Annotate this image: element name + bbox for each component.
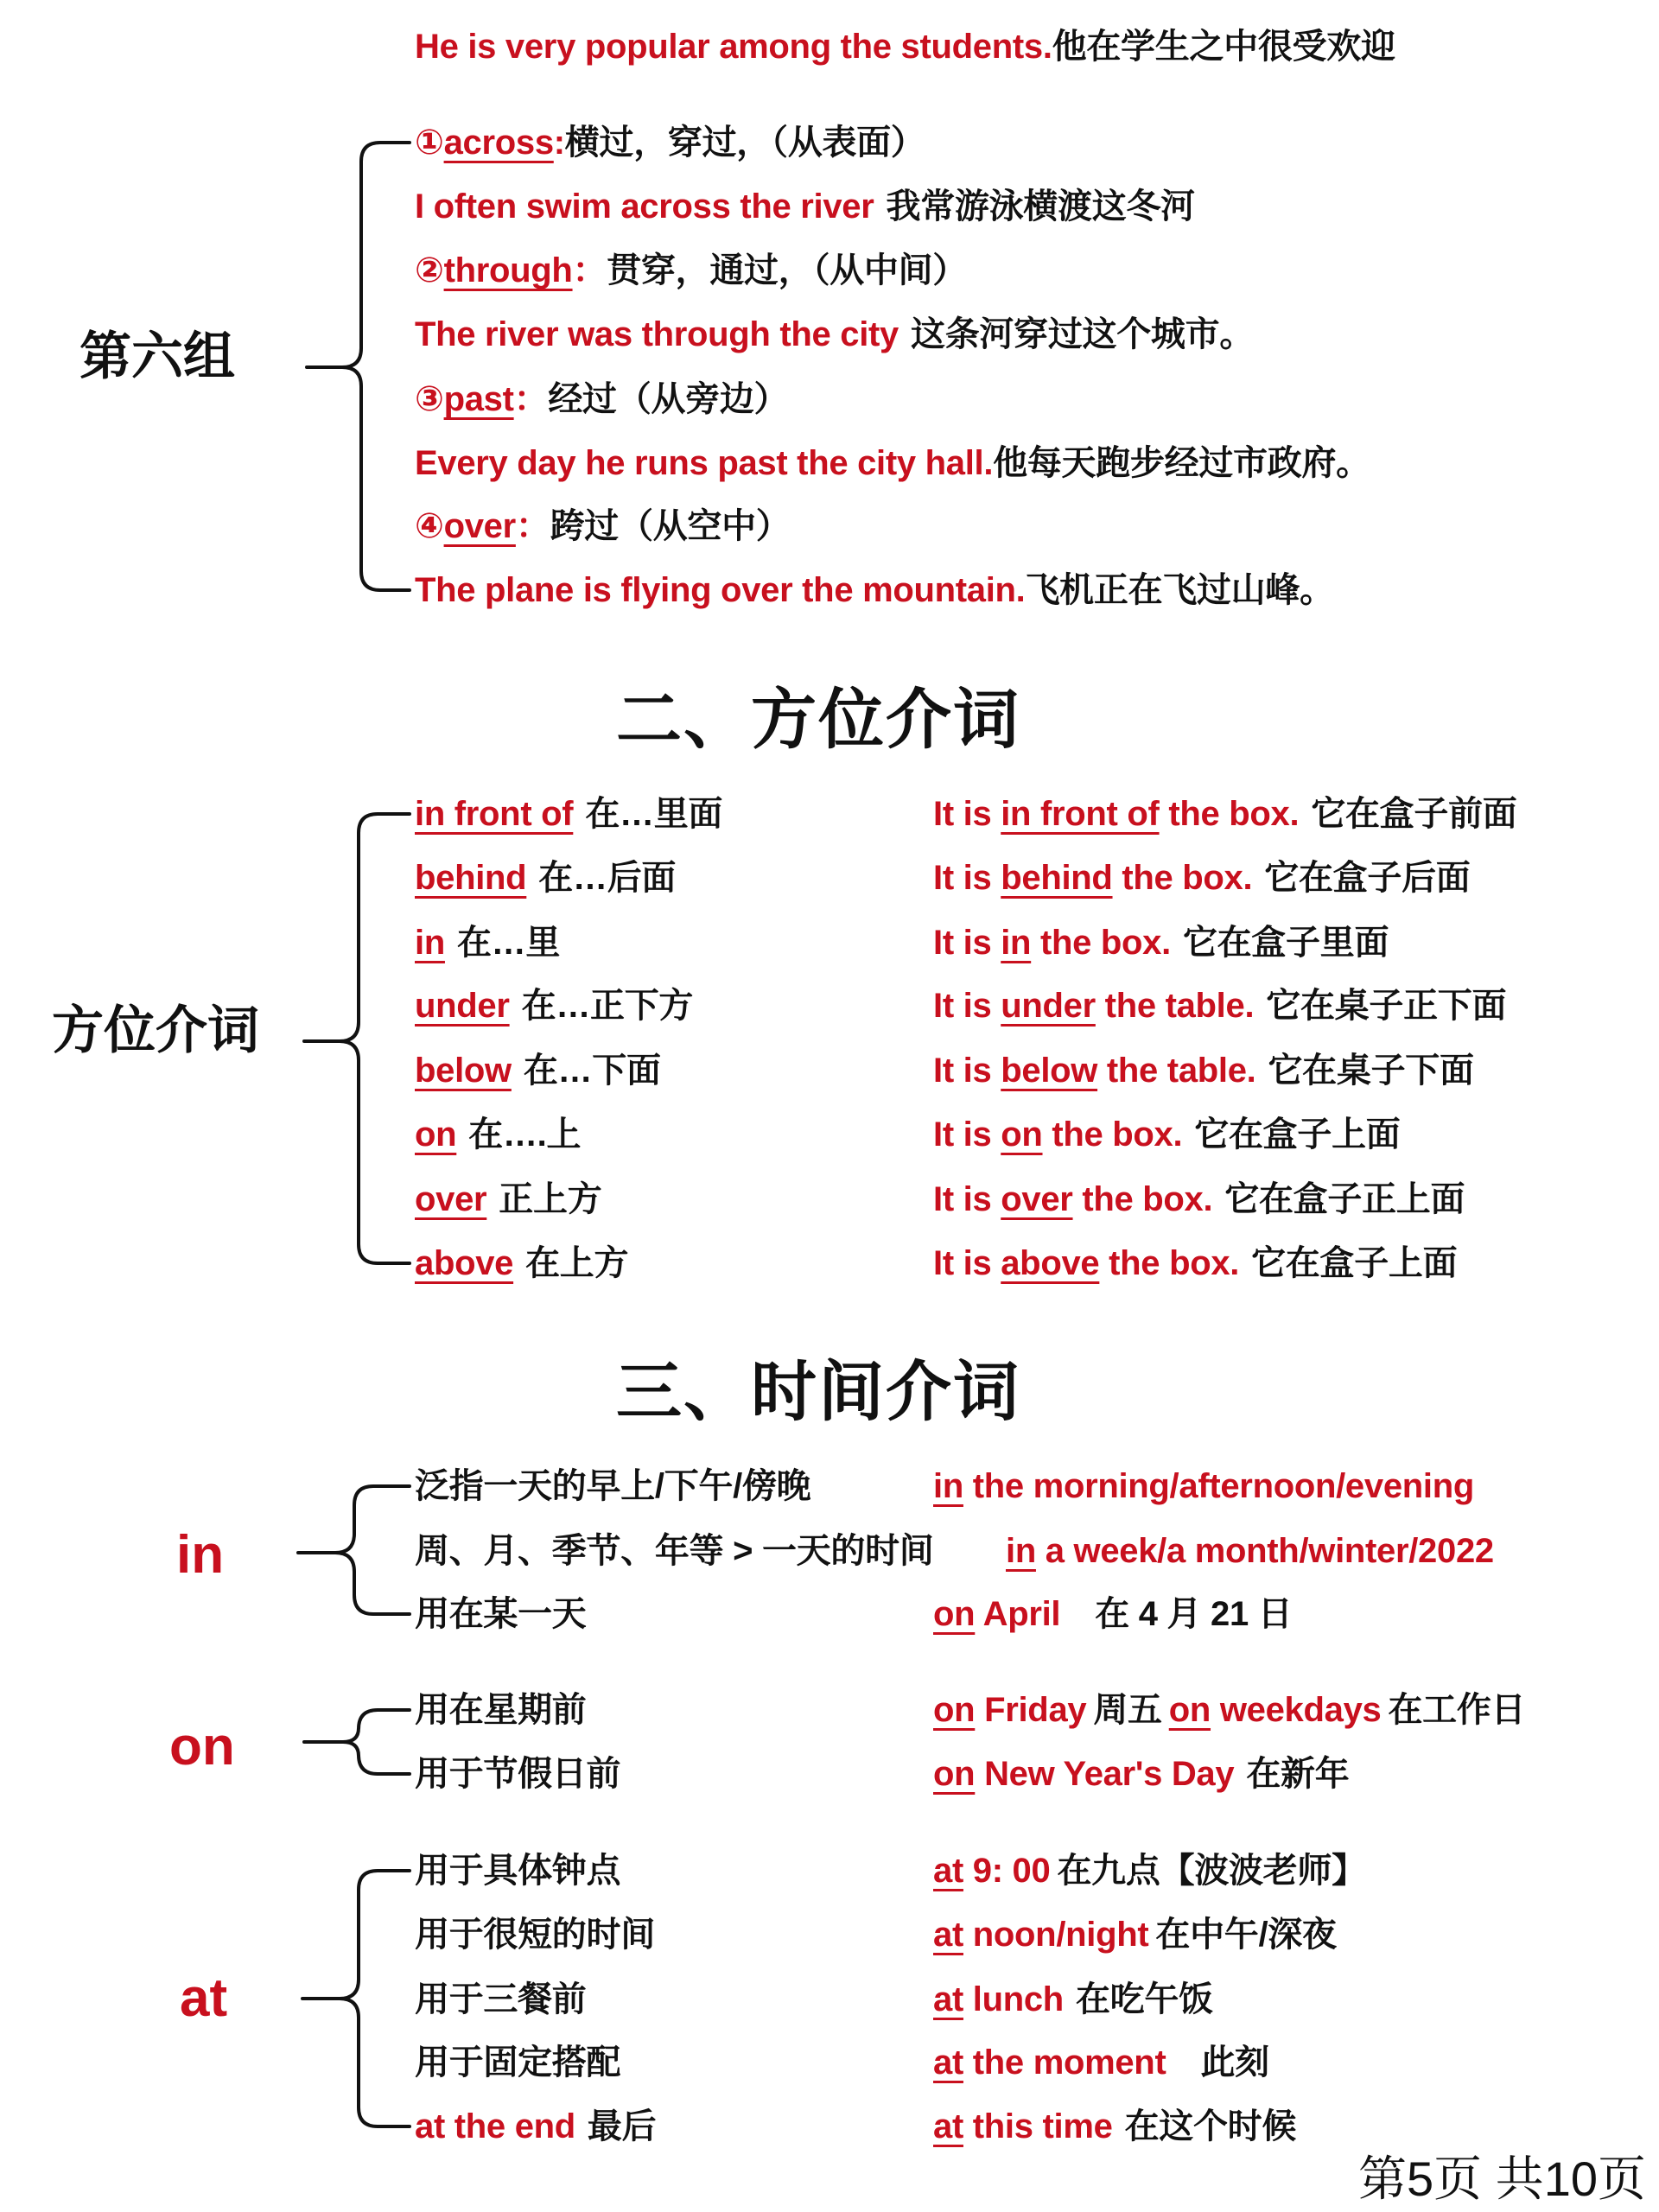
example-prefix: It is [933, 1116, 1001, 1154]
keyword: past [443, 380, 514, 418]
example-cn: 它在盒子前面 [1311, 795, 1517, 833]
usage-cn: 用于节假日前 [415, 1755, 621, 1793]
example-cn: 在中午/深夜 [1155, 1916, 1337, 1954]
usage-cn: 用于固定搭配 [415, 2044, 621, 2082]
group6-item-past [415, 375, 788, 423]
example-keyword: on [933, 1691, 976, 1729]
example-cn: 在 4 月 21 日 [1095, 1595, 1293, 1633]
keyword: over [443, 507, 516, 545]
time-at-example-5 [933, 2102, 1296, 2151]
example-cn: 它在桌子正下面 [1266, 987, 1507, 1025]
circled-number: ③ [415, 380, 444, 418]
example-rest: lunch [963, 1980, 1064, 2018]
prep-example-over [933, 1175, 1465, 1224]
prep-example-in [933, 918, 1389, 967]
example-keyword: at [933, 1916, 963, 1954]
time-at-example-3 [933, 1975, 1213, 2024]
time-at-example-1 [933, 1847, 1366, 1895]
meaning-cn: 在…后面 [538, 859, 677, 897]
time-in-example-1 [933, 1462, 1474, 1510]
example-cn: 在新年 [1246, 1755, 1350, 1793]
example-cn: 它在盒子上面 [1251, 1244, 1458, 1282]
time-in-example-3 [933, 1590, 1292, 1638]
time-on-example-2 [933, 1750, 1349, 1798]
group6-example-through [415, 310, 1254, 359]
section2-label: 方位介词 [52, 1001, 259, 1059]
example-cn: 飞机正在飞过山峰。 [1025, 571, 1334, 609]
preposition: in front of [415, 795, 574, 833]
preposition: above [415, 1244, 514, 1282]
prep-example-below [933, 1046, 1474, 1095]
usage-cn: 用在某一天 [415, 1595, 587, 1633]
example-cn: 它在盒子里面 [1182, 924, 1389, 962]
prep-example-in-front-of [933, 790, 1517, 838]
example-keyword-2: on [1168, 1691, 1211, 1729]
example-suffix: the box. [1072, 1180, 1213, 1218]
example-suffix: the table. [1097, 1052, 1256, 1090]
time-on-usage-2 [415, 1750, 620, 1798]
example-cn: 它在盒子上面 [1194, 1116, 1401, 1154]
bracket-in [298, 1486, 410, 1614]
example-cn: 他每天跑步经过市政府。 [993, 444, 1370, 482]
group6-label: 第六组 [79, 327, 235, 385]
prep-row-below [415, 1046, 661, 1095]
example-prefix: It is [933, 795, 1001, 833]
meaning-cn: 在…里 [456, 924, 561, 962]
time-at-usage-5 [415, 2102, 656, 2151]
example-en: The river was through the city [415, 315, 899, 353]
example-suffix: the box. [1031, 924, 1171, 962]
example-cn: 在吃午饭 [1075, 1980, 1213, 2018]
example-keyword: on [1001, 1116, 1043, 1154]
example-en: The plane is flying over the mountain. [415, 571, 1026, 609]
example-rest: New Year's Day [975, 1755, 1235, 1793]
usage-cn: 用于很短的时间 [415, 1916, 655, 1954]
section3-title: 三、时间介词 [616, 1356, 1020, 1429]
top-example-sentence [415, 22, 1395, 71]
usage-cn: 用于三餐前 [415, 1980, 587, 2018]
example-cn: 它在桌子下面 [1268, 1052, 1474, 1090]
time-at-example-2 [933, 1910, 1337, 1959]
group6-item-over [415, 502, 790, 550]
time-in-example-2 [1006, 1527, 1494, 1575]
example-keyword: above [1001, 1244, 1100, 1282]
example-rest-2: weekdays [1211, 1691, 1382, 1729]
example-en: Every day he runs past the city hall. [415, 444, 994, 482]
bracket-section2 [304, 814, 410, 1263]
example-keyword: in front of [1001, 795, 1160, 833]
prep-example-behind [933, 854, 1471, 902]
top-example-cn: 他在学生之中很受欢迎 [1052, 28, 1395, 66]
example-keyword: in [1001, 924, 1032, 962]
example-rest: April [975, 1595, 1061, 1633]
example-rest: noon/night [963, 1916, 1149, 1954]
example-keyword: at [933, 1980, 963, 2018]
time-at-usage-4 [415, 2038, 620, 2087]
group6-example-across [415, 182, 1195, 231]
example-rest: 9: 00 [963, 1852, 1051, 1890]
meaning-cn: 在…下面 [523, 1052, 661, 1090]
example-rest: a week/a month/winter/2022 [1035, 1532, 1494, 1570]
section2-title: 二、方位介词 [616, 683, 1020, 757]
example-cn: 在这个时候 [1124, 2107, 1297, 2145]
preposition: on [415, 1116, 457, 1154]
time-in-usage-3 [415, 1590, 587, 1638]
example-prefix: It is [933, 924, 1001, 962]
example-keyword: behind [1001, 859, 1113, 897]
example-rest: this time [963, 2107, 1113, 2145]
example-prefix: It is [933, 987, 1001, 1025]
page-indicator: 第5页 共10页 [1358, 2152, 1646, 2206]
time-at-usage-1 [415, 1847, 620, 1895]
example-keyword: below [1001, 1052, 1098, 1090]
prep-row-behind [415, 854, 676, 902]
meaning-cn: 正上方 [499, 1180, 602, 1218]
time-in-usage-1 [415, 1462, 810, 1510]
example-cn-2: 在工作日 [1388, 1691, 1526, 1729]
circled-number: ② [415, 251, 444, 289]
prep-example-above [933, 1239, 1457, 1287]
example-suffix: the box. [1099, 1244, 1240, 1282]
usage-cn: 用于具体钟点 [415, 1852, 621, 1890]
time-on-usage-1 [415, 1686, 587, 1734]
time-label-in: in [176, 1525, 225, 1585]
meaning-cn: 在…正下方 [521, 987, 694, 1025]
prep-example-under [933, 982, 1506, 1030]
keyword: across [443, 124, 554, 162]
example-suffix: the box. [1042, 1116, 1183, 1154]
group6-example-past [415, 439, 1370, 487]
example-suffix: the table. [1095, 987, 1255, 1025]
group6-example-over [415, 566, 1334, 614]
example-keyword: in [933, 1467, 963, 1505]
example-cn: 此刻 [1200, 2044, 1269, 2082]
prep-row-above [415, 1239, 628, 1287]
example-keyword: under [1001, 987, 1096, 1025]
meaning-cn: 经过（从旁边） [548, 380, 789, 418]
example-prefix: It is [933, 1244, 1001, 1282]
meaning-cn: 贯穿，通过，（从中间） [607, 251, 967, 289]
time-on-example-1 [933, 1686, 1525, 1734]
example-cn: 周五 [1093, 1691, 1162, 1729]
time-label-on: on [169, 1717, 235, 1777]
example-cn: 它在盒子正上面 [1224, 1180, 1465, 1218]
example-suffix: the box. [1159, 795, 1300, 833]
keyword: through [443, 251, 573, 289]
example-keyword: in [1006, 1532, 1036, 1570]
separator: ： [513, 380, 549, 418]
example-prefix: It is [933, 859, 1001, 897]
separator: ： [572, 251, 607, 289]
time-at-usage-2 [415, 1910, 655, 1959]
bracket-at [302, 1871, 410, 2126]
example-cn: 在九点【波波老师】 [1057, 1852, 1366, 1890]
preposition: below [415, 1052, 512, 1090]
example-keyword: at [933, 2044, 963, 2082]
top-example-en: He is very popular among the students. [415, 28, 1052, 66]
usage-en: at the end [415, 2107, 575, 2145]
time-in-usage-2 [415, 1527, 934, 1575]
meaning-cn: 跨过（从空中） [550, 507, 791, 545]
usage-cn: 泛指一天的早上/下午/傍晚 [415, 1467, 811, 1505]
meaning-cn: 在…里面 [585, 795, 723, 833]
preposition: over [415, 1180, 487, 1218]
example-rest: the moment [963, 2044, 1166, 2082]
preposition: under [415, 987, 510, 1025]
time-at-usage-3 [415, 1975, 587, 2024]
example-suffix: the box. [1112, 859, 1253, 897]
bracket-on [304, 1710, 410, 1774]
example-prefix: It is [933, 1180, 1001, 1218]
group6-item-through [415, 246, 967, 295]
example-rest: the morning/afternoon/evening [963, 1467, 1474, 1505]
time-label-at: at [180, 1968, 228, 2028]
circled-number: ① [415, 124, 444, 162]
example-cn: 它在盒子后面 [1264, 859, 1471, 897]
preposition: behind [415, 859, 527, 897]
prep-row-in-front-of [415, 790, 722, 838]
meaning-cn: 在上方 [525, 1244, 629, 1282]
example-keyword: at [933, 2107, 963, 2145]
group6-item-across [415, 118, 925, 167]
preposition: in [415, 924, 445, 962]
example-keyword: on [933, 1595, 976, 1633]
example-cn: 这条河穿过这个城市。 [911, 315, 1255, 353]
prep-row-on [415, 1110, 581, 1159]
prep-example-on [933, 1110, 1400, 1159]
example-rest: Friday [975, 1691, 1087, 1729]
meaning-cn: 在….上 [468, 1116, 582, 1154]
usage-cn: 用在星期前 [415, 1691, 587, 1729]
prep-row-in [415, 918, 560, 967]
prep-row-under [415, 982, 693, 1030]
example-keyword: over [1001, 1180, 1073, 1218]
usage-cn: 最后 [587, 2107, 657, 2145]
bracket-group6 [307, 143, 410, 590]
meaning-cn: 横过，穿过，（从表面） [564, 124, 925, 162]
separator: ： [515, 507, 550, 545]
usage-cn: 周、月、季节、年等 > 一天的时间 [415, 1532, 934, 1570]
prep-row-over [415, 1175, 601, 1224]
example-keyword: at [933, 1852, 963, 1890]
example-prefix: It is [933, 1052, 1001, 1090]
example-cn: 我常游泳横渡这冬河 [886, 188, 1195, 226]
example-keyword: on [933, 1755, 976, 1793]
separator: : [553, 124, 565, 162]
example-en: I often swim across the river [415, 188, 874, 226]
circled-number: ④ [415, 507, 444, 545]
time-at-example-4 [933, 2038, 1269, 2087]
